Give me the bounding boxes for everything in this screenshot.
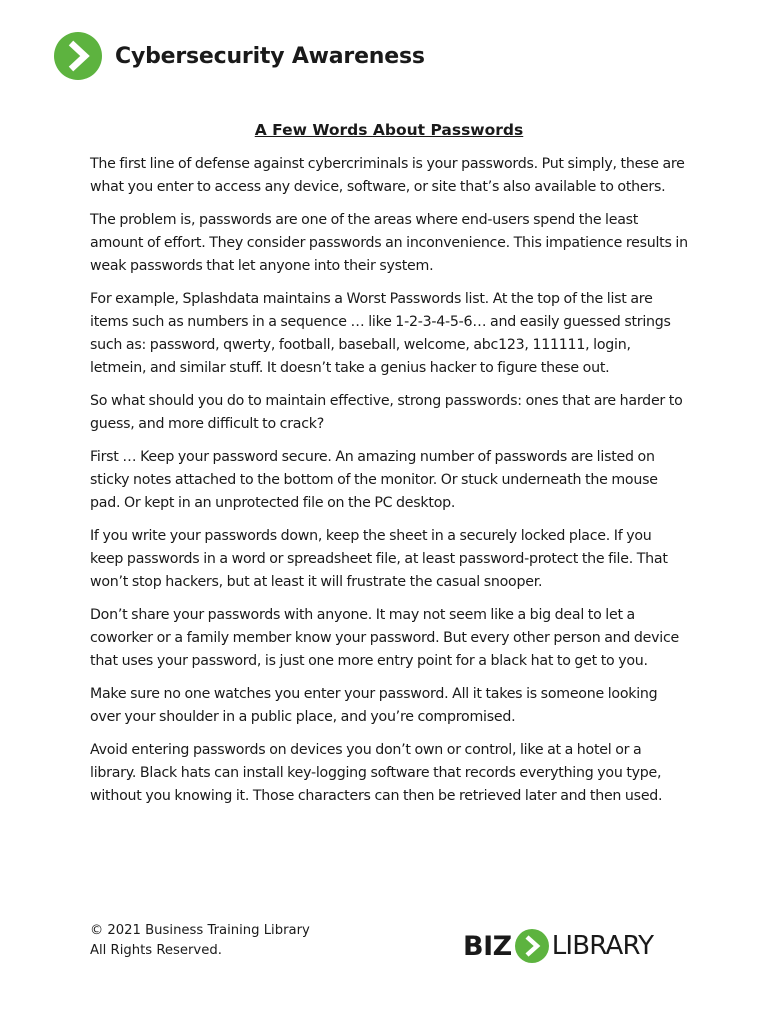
paragraph: The first line of defense against cybercriminals is your passwords. Put simply, these are what you enter to access any device, software, or site that’s also available to others. [90,156,685,195]
paragraph: Avoid entering passwords on devices you don’t own or control, like at a hotel or a library. Black hats can install key-logging software that records everything you type, without you knowing it. Those characters can then be retrieved later and then used. [90,742,663,804]
header-title: Cybersecurity Awareness [115,43,425,69]
logo-library-text: LIBRARY [551,931,654,961]
play-circle-icon [515,929,549,963]
copyright-line: © 2021 Business Training Library [90,923,310,938]
bizlibrary-logo [463,926,653,966]
paragraph: First … Keep your password secure. An amazing number of passwords are listed on sticky notes attached to the bottom of the monitor. Or stuck underneath the mouse pad. Or kept in an unprotected file on the PC desktop. [90,449,658,511]
page-header [54,31,425,81]
logo-biz-text: BIZ [463,930,512,962]
footer-copyright [90,921,310,961]
document-body [90,118,688,818]
document-heading: A Few Words About Passwords [254,121,524,139]
paragraph: Don’t share your passwords with anyone. It may not seem like a big deal to let a coworker or a family member know your password. But every other person and device that uses your password, is just one more entry point for a black hat to get to you. [90,607,680,669]
play-circle-logo-icon [54,32,102,80]
paragraph: Make sure no one watches you enter your password. All it takes is someone looking over your shoulder in a public place, and you’re compromised. [90,686,658,725]
paragraph: For example, Splashdata maintains a Worst Passwords list. At the top of the list are items such as numbers in a sequence … like 1-2-3-4-5-6… and easily guessed strings such as: password, qwerty, football, baseball, welcome, abc123, 111111, login, letmein, and similar stuff. It doesn’t take a genius hacker to figure these out. [90,291,671,376]
rights-line: All Rights Reserved. [90,943,222,958]
paragraph: So what should you do to maintain effective, strong passwords: ones that are harder to guess, and more difficult to crack? [90,393,683,432]
paragraph: The problem is, passwords are one of the areas where end-users spend the least amount of effort. They consider passwords an inconvenience. This impatience results in weak passwords that let anyone into their system. [90,212,688,274]
paragraph: If you write your passwords down, keep the sheet in a securely locked place. If you keep passwords in a word or spreadsheet file, at least password-protect the file. That won’t stop hackers, but at least it will frustrate the casual snooper. [90,528,668,590]
